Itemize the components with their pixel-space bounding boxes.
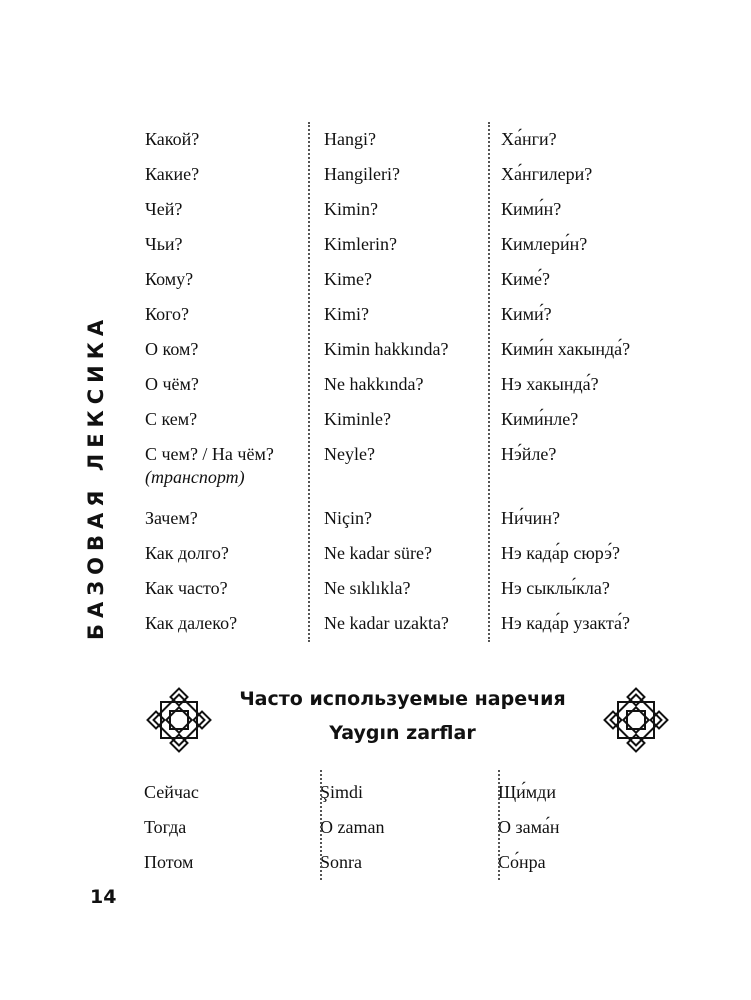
turkish-word: Kiminle? [324, 409, 391, 429]
russian-word [140, 536, 308, 571]
table-row [140, 775, 670, 810]
turkish-word: Şimdi [320, 782, 364, 802]
table-row [140, 332, 680, 367]
column-divider [308, 122, 310, 642]
turkish-word: Kimin hakkında? [324, 339, 449, 359]
pronunciation: Ха́нги? [501, 129, 557, 149]
russian-word-text: Чьи? [145, 234, 183, 254]
russian-word-text: Какие? [145, 164, 200, 184]
pronunciation: Ха́нгилери? [501, 164, 593, 184]
pronunciation: Щи́мди [498, 782, 556, 802]
column-divider [320, 770, 322, 880]
pronunciation: Нэ када́р узакта́? [501, 613, 631, 633]
table-row [140, 402, 680, 437]
turkish-word: Kimin? [324, 199, 378, 219]
section-header [140, 682, 665, 752]
turkish-word: Sonra [320, 852, 362, 872]
table-row [140, 571, 680, 606]
russian-word [140, 367, 308, 402]
turkish-word: Ne kadar süre? [324, 543, 432, 563]
russian-word: Потом [144, 852, 194, 872]
turkish-word: Ne sıklıkla? [324, 578, 411, 598]
russian-word-text: О чём? [145, 374, 199, 394]
pronunciation: Нэ хакында́? [501, 374, 599, 394]
ornament-icon [601, 685, 671, 755]
turkish-word: Hangileri? [324, 164, 400, 184]
table-row [140, 367, 680, 402]
russian-word [140, 571, 308, 606]
pronunciation: Кими́н хакында́? [501, 339, 631, 359]
table-row [140, 606, 680, 641]
table-row [140, 192, 680, 227]
pronunciation: О зама́н [498, 817, 560, 837]
pronunciation: Кимлери́н? [501, 234, 588, 254]
pronunciation: Со́нра [498, 852, 546, 872]
russian-word-text: Зачем? [145, 508, 198, 528]
table-row [140, 157, 680, 192]
table-row [140, 536, 680, 571]
russian-word [140, 157, 308, 192]
russian-word-text: С чем? / На чём? [145, 444, 274, 464]
turkish-word: O zaman [320, 817, 385, 837]
table-row [140, 437, 680, 501]
pronunciation: Киме́? [501, 269, 551, 289]
russian-word-text: Какой? [145, 129, 200, 149]
pronunciation: Кими́? [501, 304, 552, 324]
turkish-word: Neyle? [324, 444, 375, 464]
pronunciation: Кими́н? [501, 199, 562, 219]
pronunciation: Ни́чин? [501, 508, 560, 528]
russian-word-text: О ком? [145, 339, 199, 359]
turkish-word: Ne hakkında? [324, 374, 424, 394]
pronunciation: Нэ сыклы́кла? [501, 578, 610, 598]
table-row [140, 845, 670, 880]
section-title: Часто используемые наречия [239, 688, 566, 710]
pronunciation: Нэ́йле? [501, 444, 557, 464]
russian-word-text: Как далеко? [145, 613, 238, 633]
table-row [140, 122, 680, 157]
table-row [140, 810, 670, 845]
pronunciation: Нэ када́р сюрэ́? [501, 543, 620, 563]
table-row [140, 262, 680, 297]
adverbs-table [140, 775, 670, 880]
russian-word [140, 227, 308, 262]
turkish-word: Hangi? [324, 129, 376, 149]
russian-word-text: Кого? [145, 304, 190, 324]
russian-word [140, 192, 308, 227]
russian-word-text: Чей? [145, 199, 183, 219]
turkish-word: Kimi? [324, 304, 369, 324]
russian-word [140, 606, 308, 641]
russian-word [140, 297, 308, 332]
turkish-word: Ne kadar uzakta? [324, 613, 449, 633]
russian-word [140, 122, 308, 157]
russian-word [140, 332, 308, 367]
section-subtitle: Yaygın zarflar [329, 722, 476, 744]
russian-word-text: Как долго? [145, 543, 229, 563]
russian-word [140, 262, 308, 297]
page-number: 14 [90, 886, 117, 908]
table-row [140, 297, 680, 332]
table-row [140, 501, 680, 536]
turkish-word: Niçin? [324, 508, 372, 528]
question-words-table [140, 122, 680, 641]
table-row [140, 227, 680, 262]
russian-word [140, 437, 308, 501]
column-divider [488, 122, 490, 642]
russian-word [140, 501, 308, 536]
russian-word-text: С кем? [145, 409, 198, 429]
column-divider [498, 770, 500, 880]
russian-word-text: Как часто? [145, 578, 228, 598]
russian-word [140, 402, 308, 437]
russian-word: Тогда [144, 817, 187, 837]
turkish-word: Kime? [324, 269, 372, 289]
pronunciation: Кими́нле? [501, 409, 579, 429]
russian-word-text: Кому? [145, 269, 194, 289]
side-title: БАЗОВАЯ ЛЕКСИКА [84, 313, 108, 640]
usage-note: (транспорт) [145, 467, 245, 488]
russian-word: Сейчас [144, 782, 199, 802]
turkish-word: Kimlerin? [324, 234, 397, 254]
